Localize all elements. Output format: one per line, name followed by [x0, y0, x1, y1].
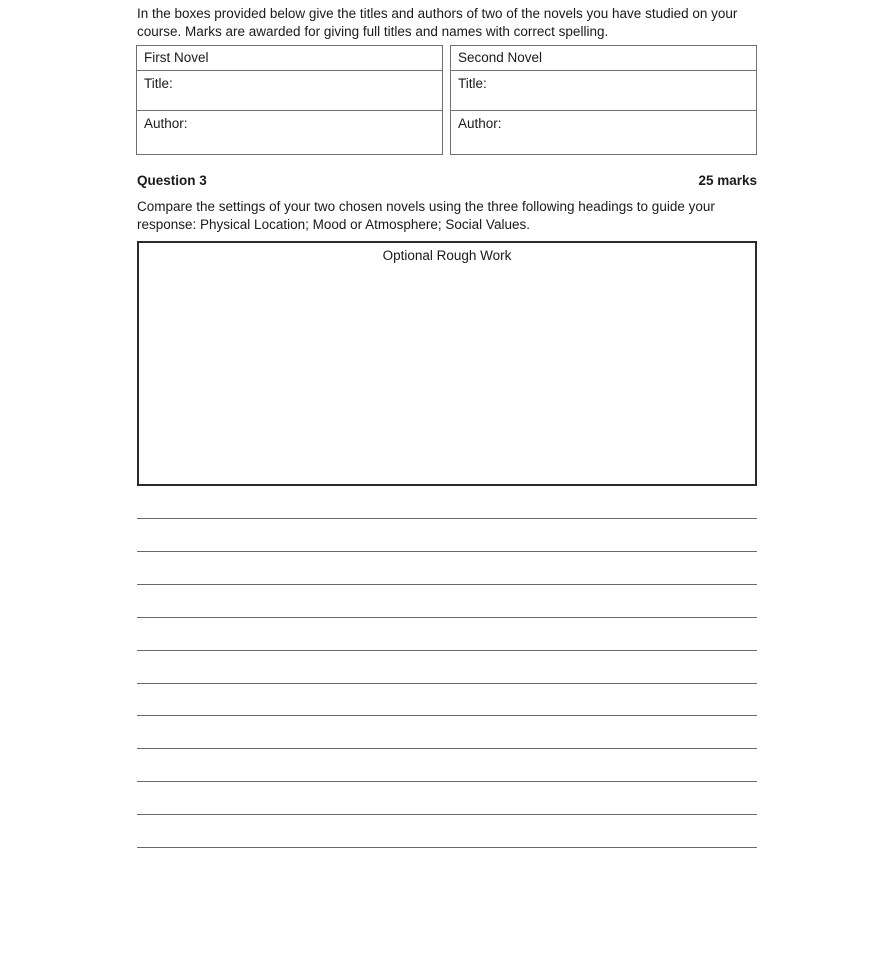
answer-line[interactable]	[137, 748, 757, 749]
rough-work-box[interactable]	[137, 241, 757, 486]
answer-line[interactable]	[137, 847, 757, 848]
answer-line[interactable]	[137, 584, 757, 585]
question-prompt: Compare the settings of your two chosen novels using the three following headings to guide your response: Physical Location; Mood or Atmosphere; Social Values.	[137, 199, 715, 232]
answer-line[interactable]	[137, 814, 757, 815]
second-novel-author-field[interactable]: Author:	[458, 116, 502, 131]
answer-line[interactable]	[137, 518, 757, 519]
second-novel-heading: Second Novel	[451, 46, 756, 71]
question-header	[137, 172, 757, 190]
first-novel-author-field[interactable]: Author:	[144, 116, 188, 131]
first-novel-title-field[interactable]: Title:	[137, 71, 442, 111]
instructions-text: In the boxes provided below give the titles and authors of two of the novels you have studied on your course. Marks are awarded for giving full titles and names with correct spelling.	[137, 6, 738, 39]
first-novel-box	[136, 45, 443, 155]
answer-line[interactable]	[137, 683, 757, 684]
second-novel-title-field[interactable]: Title:	[451, 71, 756, 111]
first-novel-heading: First Novel	[137, 46, 442, 71]
answer-line[interactable]	[137, 781, 757, 782]
answer-line[interactable]	[137, 617, 757, 618]
answer-line[interactable]	[137, 715, 757, 716]
answer-line[interactable]	[137, 650, 757, 651]
answer-line[interactable]	[137, 551, 757, 552]
rough-work-label: Optional Rough Work	[382, 248, 512, 263]
question-label: Question 3	[137, 173, 207, 188]
second-novel-box	[450, 45, 757, 155]
question-marks: 25 marks	[698, 173, 757, 188]
